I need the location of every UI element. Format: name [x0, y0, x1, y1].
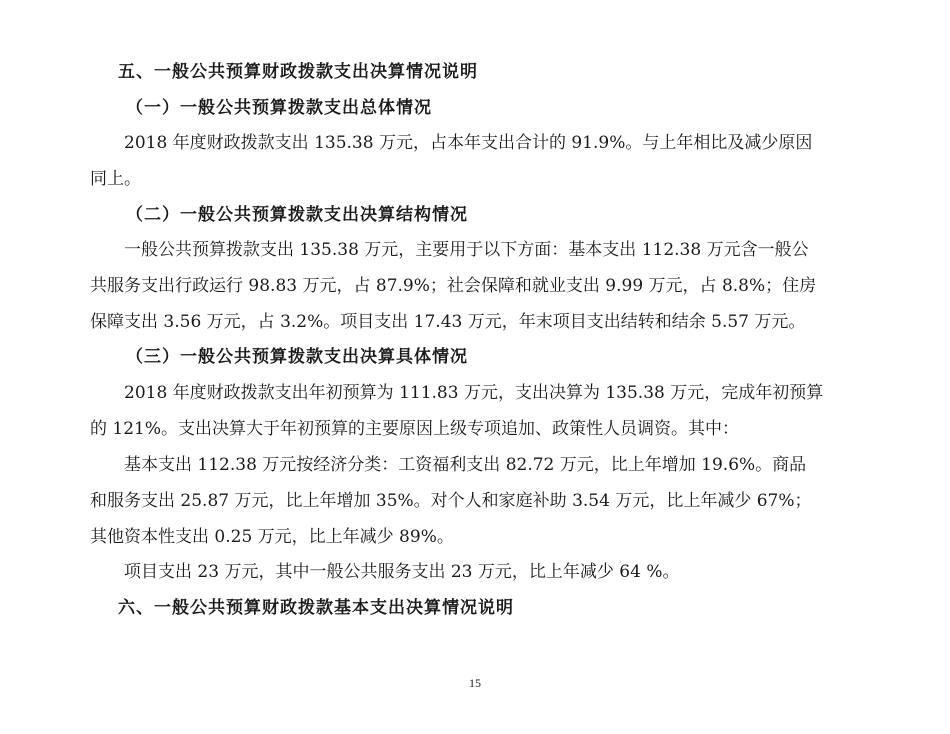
paragraph-5-1-line-1: 2018 年度财政拨款支出 135.38 万元，占本年支出合计的 91.9%。与上年相比及减少原因 [124, 133, 813, 153]
paragraph-5-3-2-line-1: 基本支出 112.38 万元按经济分类：工资福利支出 82.72 万元，比上年增加 19.6%。商品 [124, 455, 807, 475]
paragraph-5-1-line-2: 同上。 [90, 169, 141, 189]
page-number: 15 [469, 676, 481, 690]
section-5-heading: 五、一般公共预算财政拨款支出决算情况说明 [118, 62, 478, 82]
section-6-heading: 六、一般公共预算财政拨款基本支出决算情况说明 [118, 598, 514, 618]
subsection-5-1-heading: （一）一般公共预算拨款支出总体情况 [126, 98, 432, 118]
paragraph-5-3-1-line-1: 2018 年度财政拨款支出年初预算为 111.83 万元，支出决算为 135.38 万元，完成年初预算 [124, 383, 824, 403]
paragraph-5-3-3-line-1: 项目支出 23 万元，其中一般公共服务支出 23 万元，比上年减少 64 %。 [124, 562, 680, 582]
paragraph-5-2-line-1: 一般公共预算拨款支出 135.38 万元，主要用于以下方面：基本支出 112.38 万元含一般公 [124, 240, 809, 260]
paragraph-5-3-2-line-2: 和服务支出 25.87 万元，比上年增加 35%。对个人和家庭补助 3.54 万元，比上年减少 67%； [90, 491, 812, 511]
paragraph-5-2-line-2: 共服务支出行政运行 98.83 万元，占 87.9%；社会保障和就业支出 9.99 万元，占 8.8%；住房 [90, 276, 817, 296]
paragraph-5-2-line-3: 保障支出 3.56 万元，占 3.2%。项目支出 17.43 万元，年末项目支出结转和结余 5.57 万元。 [90, 312, 806, 332]
subsection-5-3-heading: （三）一般公共预算拨款支出决算具体情况 [126, 347, 468, 367]
paragraph-5-3-2-line-3: 其他资本性支出 0.25 万元，比上年减少 89%。 [90, 527, 454, 547]
subsection-5-2-heading: （二）一般公共预算拨款支出决算结构情况 [126, 205, 468, 225]
paragraph-5-3-1-line-2: 的 121%。支出决算大于年初预算的主要原因上级专项追加、政策性人员调资。其中： [90, 419, 740, 439]
